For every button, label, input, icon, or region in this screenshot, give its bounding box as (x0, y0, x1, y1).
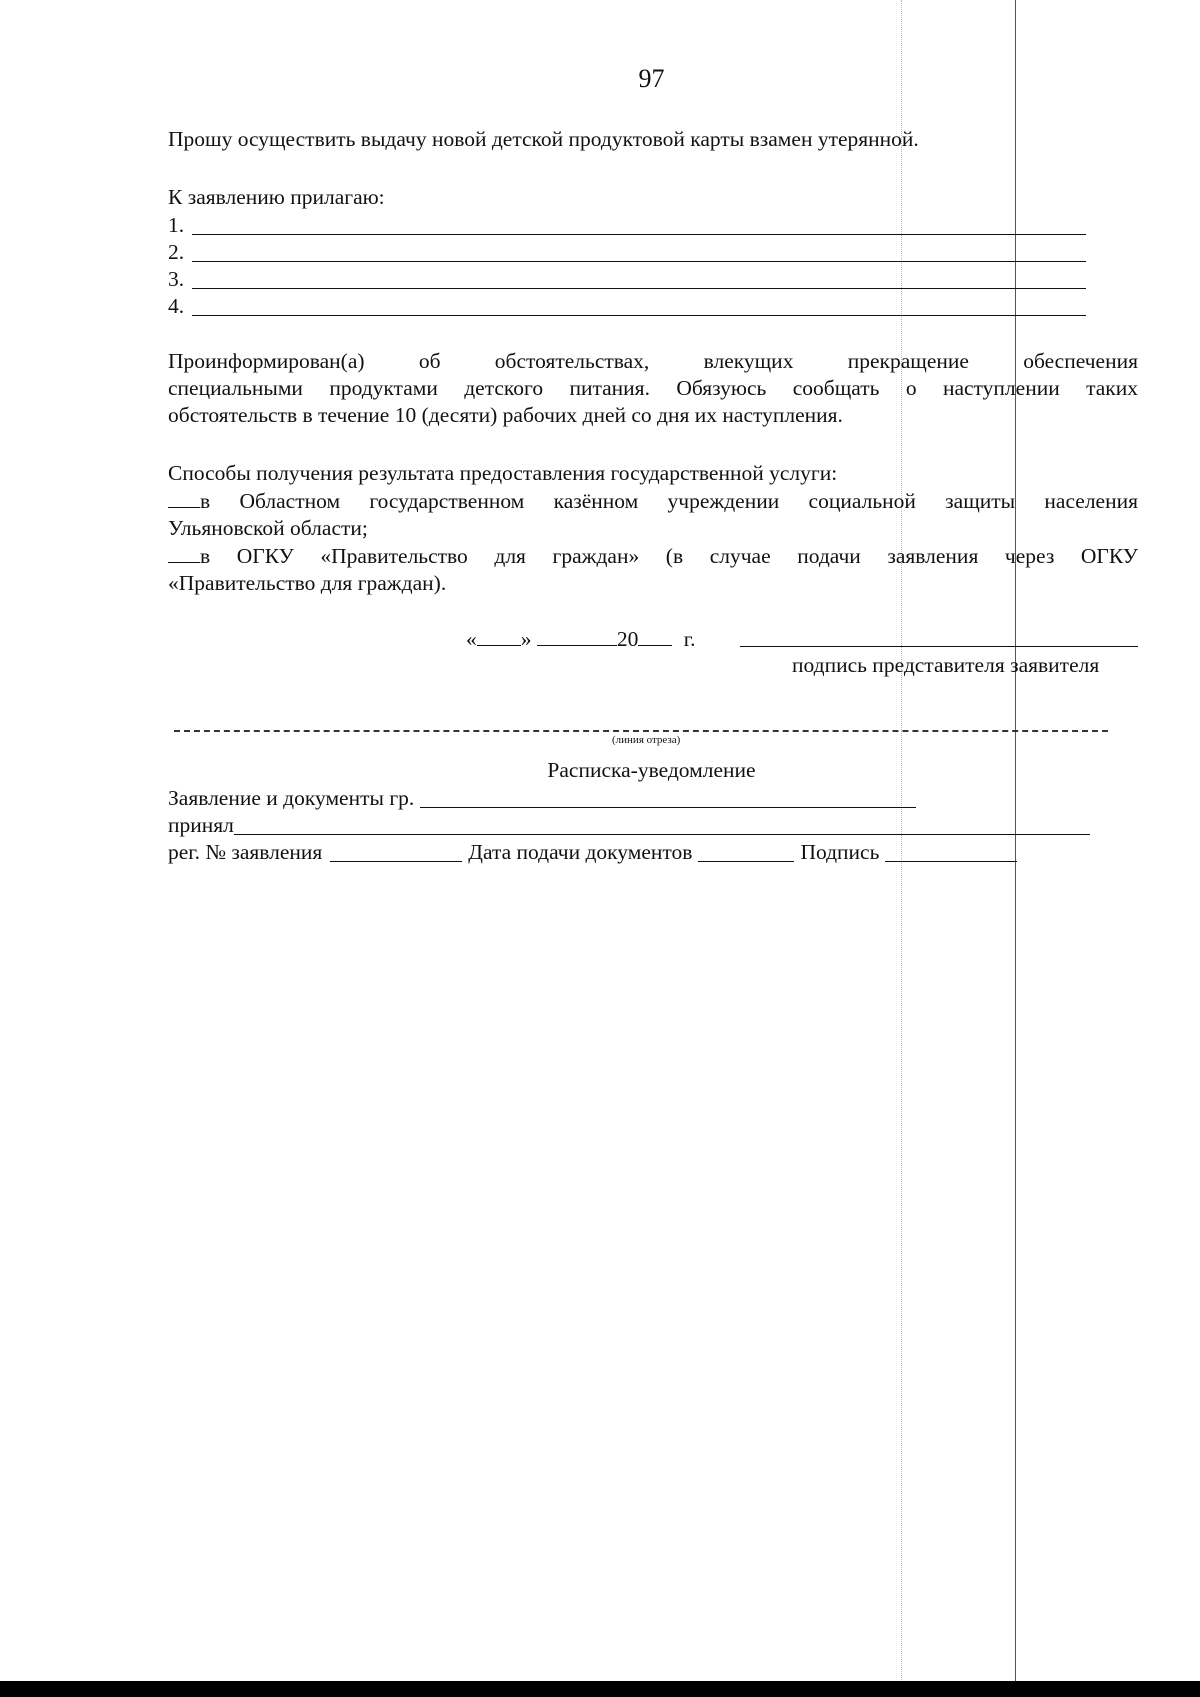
attachment-blank-field[interactable] (192, 212, 1086, 235)
scan-artifact-bottom-bar (0, 1681, 1200, 1697)
attachment-number: 1. (168, 213, 185, 237)
method-option-checkbox-blank[interactable] (168, 542, 200, 563)
receipt-accepted-row (168, 812, 1090, 839)
method-option-line: «Правительство для граждан). (168, 571, 447, 595)
request-statement: Прошу осуществить выдачу новой детской продуктовой карты взамен утерянной. (168, 127, 919, 151)
attachment-row (168, 293, 1086, 320)
reg-number-label: рег. № заявления (168, 840, 323, 864)
citizen-name-field[interactable] (420, 787, 916, 808)
month-blank-field[interactable] (537, 625, 617, 646)
attachment-number: 3. (168, 267, 185, 291)
attachment-row (168, 266, 1086, 293)
day-blank-field[interactable] (477, 625, 521, 646)
accepted-label: принял (168, 813, 234, 837)
date-close-quote: » (520, 627, 532, 651)
page-number: 97 (638, 64, 665, 93)
year-blank-field[interactable] (638, 625, 672, 646)
attachment-blank-field[interactable] (192, 293, 1086, 316)
date-field (466, 625, 696, 653)
cut-line-caption: (линия отреза) (612, 734, 681, 746)
methods-section (168, 460, 1138, 597)
method-option-text: в ОГКУ «Правительство для граждан» (в случае подачи заявления через ОГКУ (200, 544, 1138, 568)
method-option-line: Ульяновской области; (168, 516, 368, 540)
attachment-row (168, 239, 1086, 266)
year-suffix: г. (683, 627, 696, 651)
method-option-checkbox-blank[interactable] (168, 487, 200, 508)
date-open-quote: « (466, 627, 477, 651)
method-option-text: в Областном государственном казённом учреждении социальной защиты населения (200, 489, 1138, 513)
method-option-line (168, 487, 1138, 515)
receipt-title: Расписка-уведомление (547, 758, 756, 782)
receipt-reg-row (168, 839, 1017, 866)
methods-heading: Способы получения результата предоставления государственной услуги: (168, 461, 838, 485)
attachments-heading: К заявлению прилагаю: (168, 185, 385, 209)
reg-number-field[interactable] (330, 841, 462, 862)
submission-date-field[interactable] (698, 841, 794, 862)
informed-line: обстоятельств в течение 10 (десяти) рабочих дней со дня их наступления. (168, 403, 843, 427)
attachment-number: 4. (168, 294, 185, 318)
signature-caption: подпись представителя заявителя (792, 653, 1100, 677)
docs-label: Заявление и документы гр. (168, 786, 415, 810)
cut-line (174, 730, 1108, 732)
accepted-by-field[interactable] (234, 814, 1090, 835)
attachment-row (168, 212, 1086, 239)
attachment-blank-field[interactable] (192, 239, 1086, 262)
informed-line: специальными продуктами детского питания. Обязуюсь сообщать о наступлении таких (168, 376, 1138, 400)
attachment-blank-field[interactable] (192, 266, 1086, 289)
representative-signature-field[interactable] (740, 646, 1138, 647)
informed-paragraph (168, 348, 1138, 429)
attachment-number: 2. (168, 240, 185, 264)
receipt-docs-row (168, 785, 916, 812)
method-option-line (168, 542, 1138, 570)
receipt-signature-field[interactable] (885, 841, 1017, 862)
informed-line: Проинформирован(а) об обстоятельствах, влекущих прекращение обеспечения (168, 349, 1138, 373)
receipt-signature-label: Подпись (800, 840, 880, 864)
year-prefix: 20 (616, 627, 639, 651)
submission-date-label: Дата подачи документов (468, 840, 693, 864)
